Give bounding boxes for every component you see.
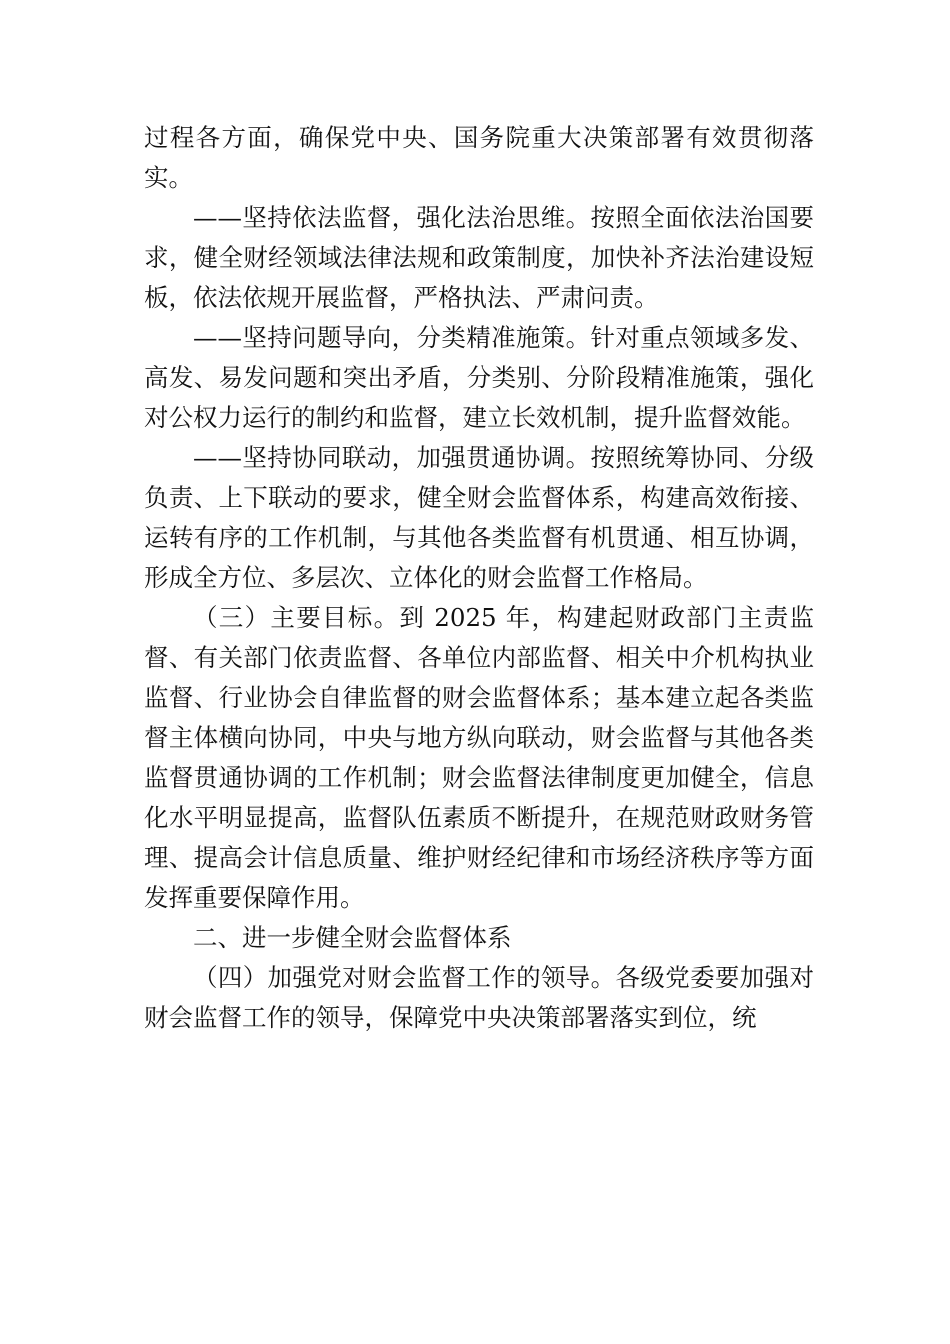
paragraph-party-leadership: （四）加强党对财会监督工作的领导。各级党委要加强对财会监督工作的领导，保障党中央决策部署落实到位，统: [144, 963, 814, 1032]
paragraph-problem-oriented: ——坚持问题导向，分类精准施策。针对重点领域多发、高发、易发问题和突出矛盾，分类别、分阶段精准施策，强化对公权力运行的制约和监督，建立长效机制，提升监督效能。: [144, 323, 814, 432]
section-heading-2: 二、进一步健全财会监督体系: [193, 923, 512, 952]
document-body: [144, 118, 814, 1038]
paragraph-continuation: 过程各方面，确保党中央、国务院重大决策部署有效贯彻落实。: [144, 123, 814, 192]
paragraph-coordination: ——坚持协同联动，加强贯通协调。按照统筹协同、分级负责、上下联动的要求，健全财会监督体系，构建高效衔接、运转有序的工作机制，与其他各类监督有机贯通、相互协调，形成全方位、多层次、立体化的财会监督工作格局。: [144, 443, 814, 592]
paragraph-rule-of-law: ——坚持依法监督，强化法治思维。按照全面依法治国要求，健全财经领域法律法规和政策制度，加快补齐法治建设短板，依法依规开展监督，严格执法、严肃问责。: [144, 203, 814, 312]
paragraph-main-goals: （三）主要目标。到 2025 年，构建起财政部门主责监督、有关部门依责监督、各单位内部监督、相关中介机构执业监督、行业协会自律监督的财会监督体系；基本建立起各类监督主体横向协同，中央与地方纵向联动，财会监督与其他各类监督贯通协调的工作机制；财会监督法律制度更加健全，信息化水平明显提高，监督队伍素质不断提升，在规范财政财务管理、提高会计信息质量、维护财经纪律和市场经济秩序等方面发挥重要保障作用。: [144, 603, 814, 912]
